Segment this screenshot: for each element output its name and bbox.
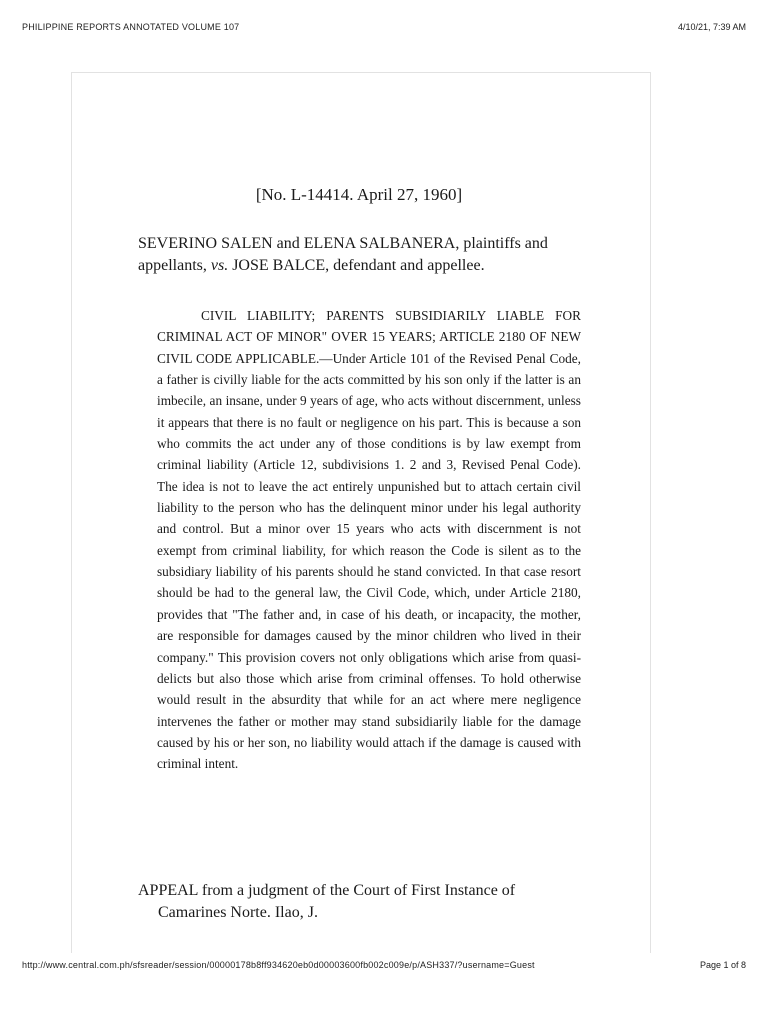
page-indicator: Page 1 of 8	[699, 960, 746, 970]
case-number: [No. L-14414. April 27, 1960]	[255, 185, 463, 204]
source-url: http://www.central.com.ph/sfsreader/session/00000178b8ff934620eb0d00003600fb002c009e/p/ASH337/?username=Guest	[22, 960, 535, 970]
appeal-line-2: Camarines Norte. Ilao, J.	[158, 904, 318, 921]
appeal-paragraph	[138, 880, 588, 924]
appeal-line-1: APPEAL from a judgment of the Court of First Instance of	[138, 882, 516, 899]
parties-defendant: JOSE BALCE, defendant and appellee.	[228, 257, 485, 274]
print-datetime: 4/10/21, 7:39 AM	[677, 22, 746, 32]
syllabus-paragraph	[157, 305, 581, 775]
document-title: PHILIPPINE REPORTS ANNOTATED VOLUME 107	[22, 22, 240, 32]
parties-versus: vs.	[210, 257, 229, 274]
case-parties	[138, 233, 588, 277]
syllabus-text: CIVIL LIABILITY; PARENTS SUBSIDIARILY LIABLE FOR CRIMINAL ACT OF MINOR" OVER 15 YEARS; ARTICLE 2180 OF NEW CIVIL CODE APPLICABLE.—Under Article 101 of the Revised Penal Code, a father is civilly liable for the acts committed by his son only if the latter is an imbecile, an insane, under 9 years of age, who acts without discernment, unless it appears that there is no fault or negligence on his part. This is because a son who commits the act under any of those conditions is by law exempt from criminal liability (Article 12, subdivisions 1. 2 and 3, Revised Penal Code). The idea is not to leave the act entirely unpunished but to attach certain civil liability to the person who has the delinquent minor under his legal authority and control. But a minor over 15 years who acts with discernment is not exempt from criminal liability, for which reason the Code is silent as to the subsidiary liability of his parents should he stand convicted. In that case resort should be had to the general law, the Civil Code, which, under Article 2180, provides that "The father and, in case of his death, or incapacity, the mother, are responsible for damages caused by the minor children who lived in their company." This provision covers not only obligations which arise from quasi-delicts but also those which arise from criminal offenses. To hold otherwise would result in the absurdity that while for an act where mere negligence intervenes the father or mother may stand subsidiarily liable for the damage caused by his or her son, no liability would attach if the damage is caused with criminal intent.	[157, 308, 581, 772]
parties-plaintiffs: SEVERINO SALEN and ELENA SALBANERA, plaintiffs and appellants,	[138, 235, 548, 274]
